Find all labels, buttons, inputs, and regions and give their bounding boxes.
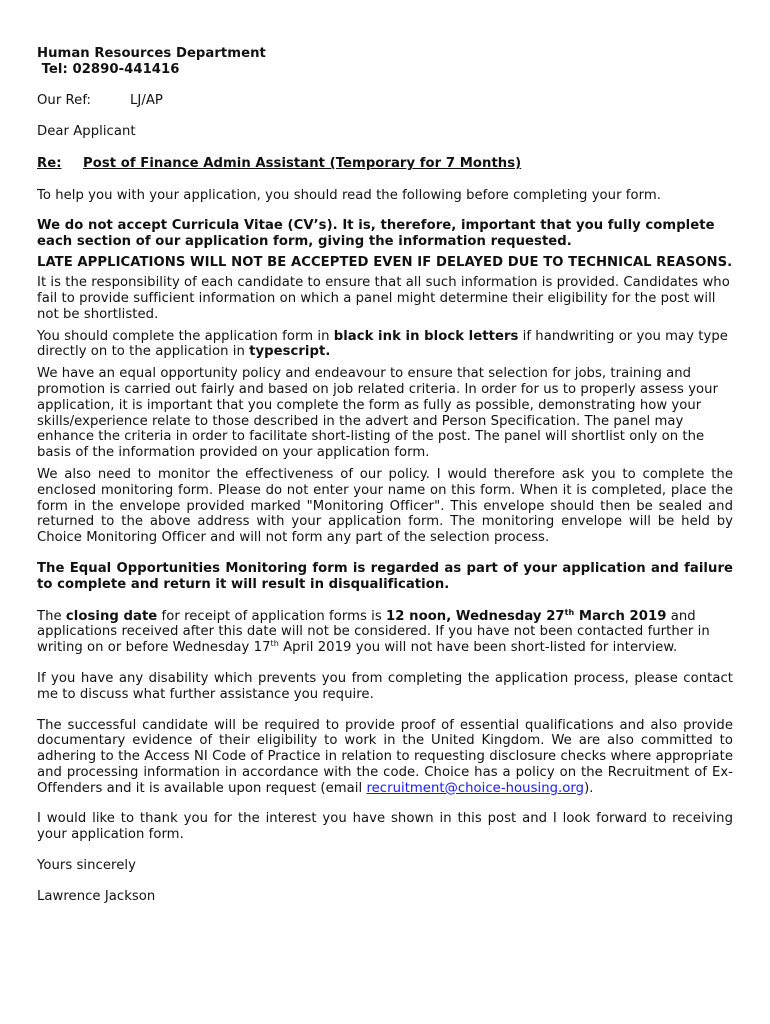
ink-bold-text-2: typescript. — [249, 344, 331, 360]
subject-line — [37, 156, 733, 172]
monitoring-paragraph: We also need to monitor the effectiveness of our policy. I would therefore ask you to complete the enclosed monitoring form. Please do not enter your name on this form. When it is completed, place the form in the envelope provided marked "Monitoring Officer". This envelope should then be sealed and returned to the above address with your application form. The monitoring envelope will be held by Choice Monitoring Officer and will not form any part of the selection process. — [37, 466, 733, 546]
salutation: Dear Applicant — [37, 124, 136, 140]
closing-sup: th — [270, 639, 279, 649]
intro-paragraph: To help you with your application, you should read the following before completing your form. — [37, 187, 661, 203]
closing-date-paragraph — [37, 609, 733, 656]
subject-label: Re: — [37, 156, 62, 172]
closing-date-value: 12 noon, Wednesday 27th March 2019 — [386, 607, 667, 624]
thanks-paragraph: I would like to thank you for the interest you have shown in this post and I look forward to receiving your application form. — [37, 811, 733, 843]
proof-text: The successful candidate will be required to provide proof of essential qualifications and also provide documentary evidence of their eligibility to work in the United Kingdom. We are also committed to adhering to the Access NI Code of Practice in relation to requesting disclosure checks where appropriate and processing information in accordance with the code. Choice has a policy on the Recruitment of Ex-Offenders and it is available upon request (email — [37, 717, 733, 796]
ink-bold-text: black ink in block letters — [333, 328, 519, 344]
closing-date-label: closing date — [65, 608, 158, 624]
sign-off-closing: Yours sincerely — [37, 858, 136, 874]
subject-title: Post of Finance Admin Assistant (Temporary for 7 Months) — [83, 156, 522, 172]
recruitment-email-link[interactable]: recruitment@choice-housing.org — [366, 780, 585, 796]
proof-text-end: ). — [584, 780, 594, 796]
ink-text-2: if handwriting or you may type directly on to the application in — [37, 328, 728, 360]
reference-value: LJ/AP — [130, 92, 163, 108]
ink-text-1: You should complete the application form in — [37, 328, 334, 344]
equal-opportunity-paragraph: We have an equal opportunity policy and endeavour to ensure that selection for jobs, training and promotion is carried out fairly and based on job related criteria. In order for us to properly assess your application, it is important that you complete the form as fully as possible, demonstrating how your skills/experience relate to those described in the advert and Person Specification. The panel may enhance the criteria in order to facilitate short-listing of the post. The panel will shortlist only on the basis of the information provided on your application form. — [37, 366, 719, 461]
monitoring-bold-paragraph: The Equal Opportunities Monitoring form is regarded as part of your application and failure to complete and return it will result in disqualification. — [37, 560, 733, 592]
proof-paragraph — [37, 718, 733, 797]
reference-label: Our Ref: — [37, 92, 92, 108]
closing-text-1: The — [37, 608, 66, 624]
disability-paragraph: If you have any disability which prevents you from completing the application process, please contact me to discuss what further assistance you require. — [37, 670, 733, 702]
department-name: Human Resources Department — [37, 46, 266, 61]
closing-text-3: and applications received after this date will not be considered. If you have not been contacted further in writing on or before Wednesday 17 — [37, 608, 710, 656]
no-cv-paragraph: We do not accept Curricula Vitae (CV’s). It is, therefore, important that you fully complete each section of our application form, giving the information requested. — [37, 217, 715, 249]
reference-line — [37, 93, 733, 109]
closing-text-2: for receipt of application forms is — [157, 608, 387, 624]
ink-paragraph — [37, 329, 733, 361]
late-applications-paragraph: LATE APPLICATIONS WILL NOT BE ACCEPTED EVEN IF DELAYED DUE TO TECHNICAL REASONS. — [37, 255, 733, 271]
department-tel: Tel: 02890-441416 — [37, 61, 180, 77]
signatory-name: Lawrence Jackson — [37, 888, 156, 904]
closing-text-4: April 2019 you will not have been short-listed for interview. — [278, 640, 678, 656]
responsibility-paragraph: It is the responsibility of each candidate to ensure that all such information is provided. Candidates who fail to provide sufficient information on which a panel might determine their eligibility for the post will not be shortlisted. — [37, 275, 730, 322]
